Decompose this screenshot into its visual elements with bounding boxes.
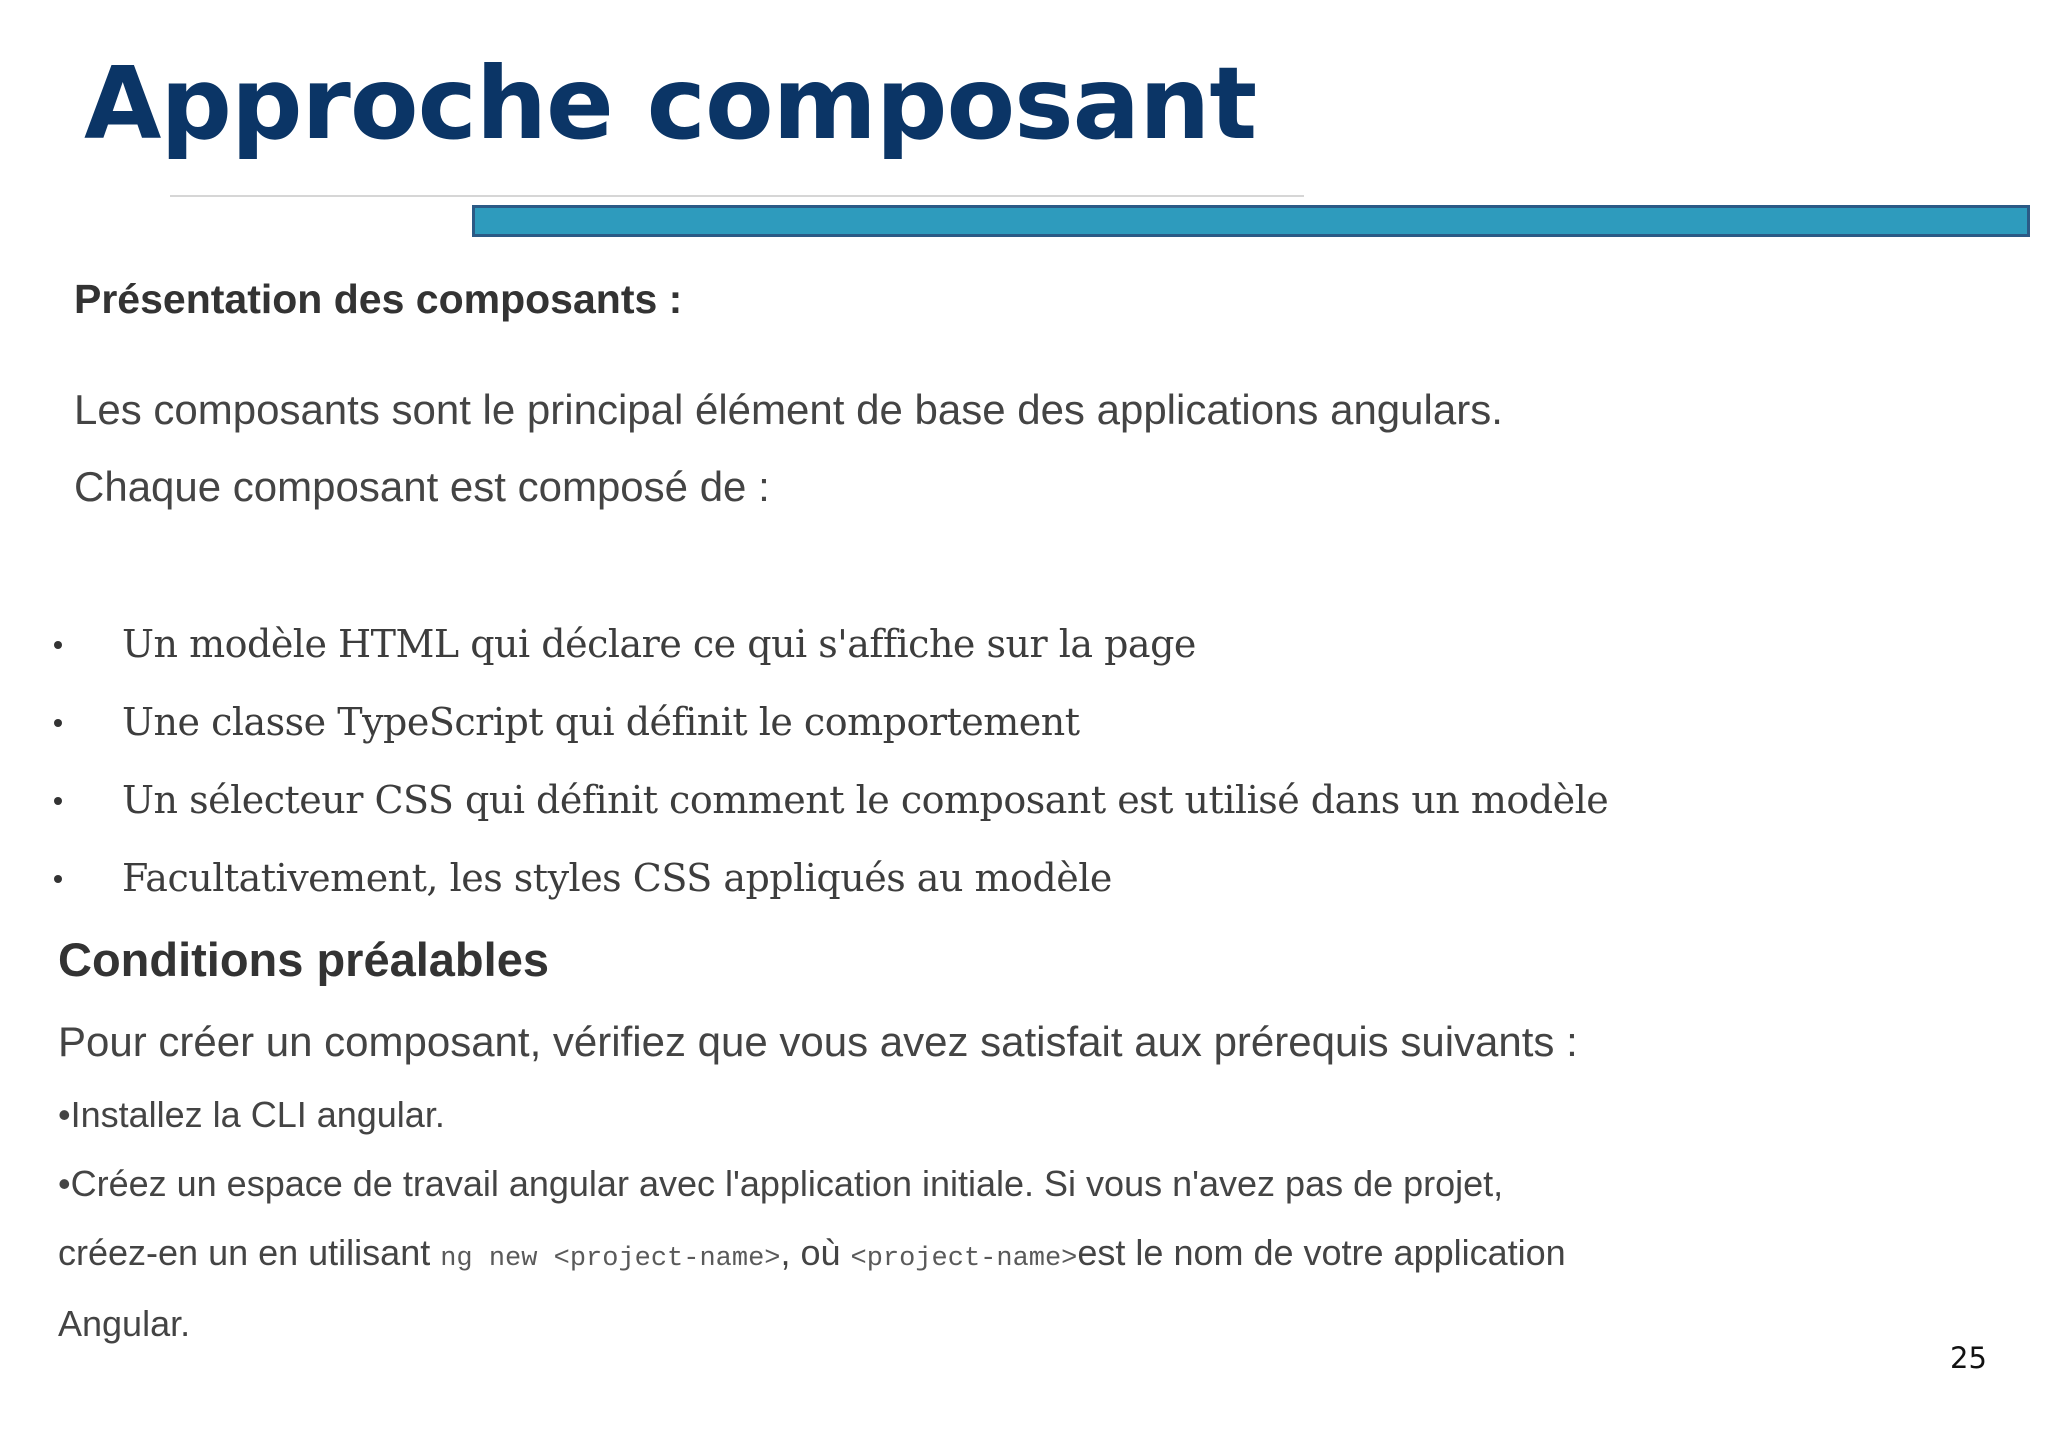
list-item-text: Une classe TypeScript qui définit le comportement (122, 700, 1080, 744)
inline-code-project-name: <project-name> (850, 1244, 1078, 1274)
page-number: 25 (1950, 1341, 1987, 1375)
conditions-heading: Conditions préalables (58, 933, 549, 986)
list-item-text: Un sélecteur CSS qui définit comment le composant est utilisé dans un modèle (122, 778, 1609, 822)
list-item-text: Facultativement, les styles CSS appliqués au modèle (122, 856, 1112, 900)
title-divider-line (170, 195, 1304, 197)
section-heading: Présentation des composants : (74, 276, 683, 322)
text-segment: est le nom de votre application (1077, 1232, 1566, 1273)
intro-line: Les composants sont le principal élément de base des applications angulars. (74, 386, 1503, 433)
prerequisite-install-cli: •Installez la CLI angular. (58, 1094, 445, 1135)
prerequisite-workspace-continued (58, 1230, 1566, 1282)
intro-line: Chaque composant est composé de : (74, 463, 770, 510)
conditions-intro: Pour créer un composant, vérifiez que vous avez satisfait aux prérequis suivants : (58, 1018, 1578, 1065)
list-item-text: Un modèle HTML qui déclare ce qui s'affiche sur la page (122, 622, 1196, 666)
bullet-icon (54, 875, 62, 883)
title-accent-bar (472, 205, 2030, 237)
text-segment: , où (780, 1232, 851, 1273)
prerequisite-workspace-end: Angular. (58, 1303, 191, 1344)
bullet-icon (54, 641, 62, 649)
inline-code-ng-new: ng new <project-name> (440, 1244, 781, 1274)
prerequisite-workspace: •Créez un espace de travail angular avec l'application initiale. Si vous n'avez pas de projet, (58, 1163, 1504, 1204)
text-segment: créez-en un en utilisant (58, 1232, 441, 1273)
bullet-icon (54, 719, 62, 727)
bullet-icon (54, 797, 62, 805)
slide-title: Approche composant (84, 45, 1257, 162)
